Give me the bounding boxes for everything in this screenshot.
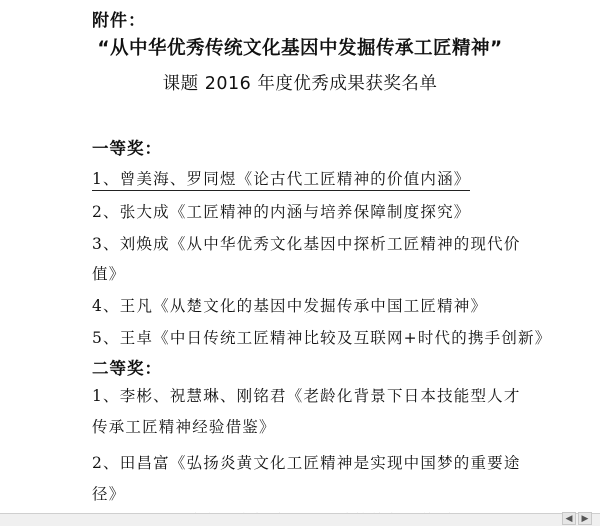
scroll-right-arrow-icon[interactable]: ▶ [578,512,592,525]
first-prize-entry-2: 2、张大成《工匠精神的内涵与培养保障制度探究》 [92,203,471,221]
second-prize-entry-1-cont: 传承工匠精神经验借鉴》 [92,418,276,436]
second-prize-entry-2: 2、田昌富《弘扬炎黄文化工匠精神是实现中国梦的重要途 [92,454,521,472]
second-prize-entry-1: 1、李彬、祝慧琳、刚铭君《老龄化背景下日本技能型人才 [92,387,521,405]
second-prize-entry-2-cont: 径》 [92,485,126,503]
horizontal-scrollbar[interactable] [0,513,600,526]
first-prize-entry-5: 5、王卓《中日传统工匠精神比较及互联网+时代的携手创新》 [92,329,552,347]
scroll-left-arrow-icon[interactable]: ◀ [562,512,576,525]
first-prize-entry-3: 3、刘焕成《从中华优秀文化基因中探析工匠精神的现代价 [92,235,521,253]
first-prize-entry-1-text: 1、曾美海、罗同煜《论古代工匠精神的价值内涵》 [92,170,470,191]
first-prize-heading: 一等奖： [92,139,162,158]
document-title-line1: “从中华优秀传统文化基因中发掘传承工匠精神” [97,38,503,59]
first-prize-entry-3-cont: 值》 [92,265,126,283]
document-title-line2: 课题 2016 年度优秀成果获奖名单 [162,74,438,94]
first-prize-entry-4: 4、王凡《从楚文化的基因中发掘传承中国工匠精神》 [92,297,488,315]
first-prize-entry-1 [92,170,470,189]
attachment-label: 附件： [92,11,146,31]
second-prize-heading: 二等奖： [92,359,162,378]
